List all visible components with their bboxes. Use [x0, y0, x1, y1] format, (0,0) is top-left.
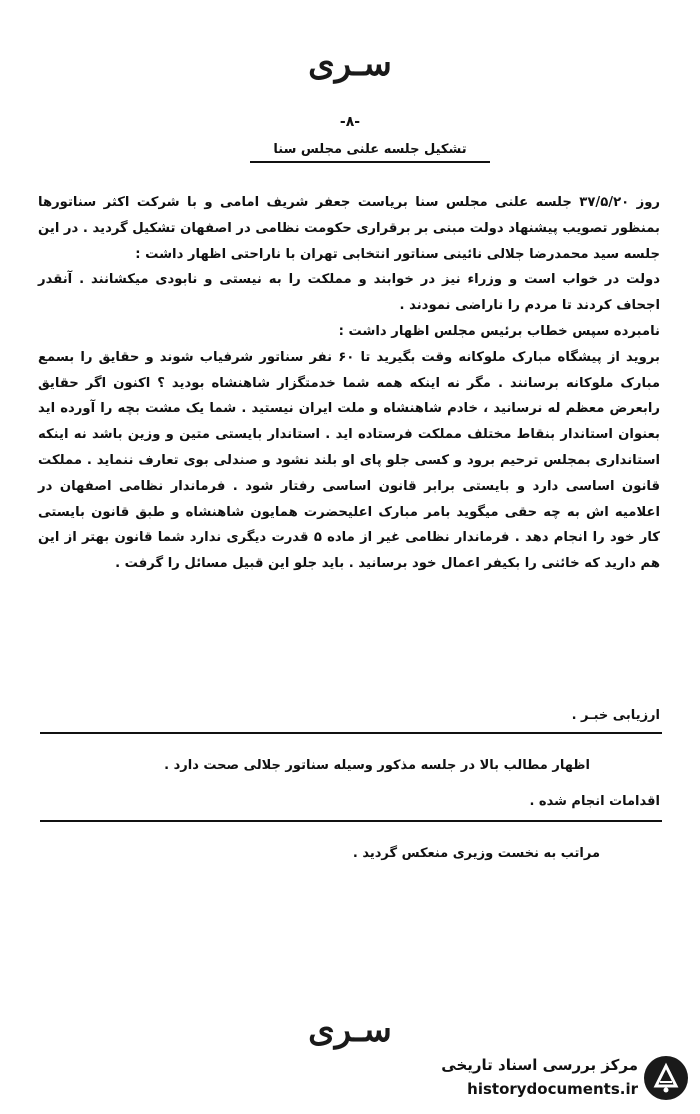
paragraph-transition: نامبرده سپس خطاب برئیس مجلس اظهار داشت :	[338, 323, 660, 339]
archive-watermark	[412, 1052, 692, 1108]
report-body	[38, 190, 660, 577]
document-title: تشکیل جلسه علنی مجلس سنا	[250, 142, 490, 163]
paragraph-quote-1: دولت در خواب است و وزراء نیز در خوابند و مملکت را به نیستی و نابودی میکشانند . آنقدر اجحاف کردند تا مردم را ناراضی نمودند .	[38, 272, 660, 314]
paragraph-intro: روز ۳۷/۵/۲۰ جلسه علنی مجلس سنا بریاست جعفر شریف امامی و با شرکت اکثر سناتورها بمنظور تصویب پیشنهاد دولت مبنی بر برقراری حکومت نظامی در اصفهان تشکیل گردید . در این جلسه سید محمدرضا جلالی نائینی سناتور انتخابی تهران با ناراحتی اظهار داشت :	[38, 195, 660, 262]
actions-divider	[40, 820, 662, 822]
classification-footer: سـری	[308, 1010, 392, 1050]
watermark-url: historydocuments.ir	[467, 1080, 638, 1098]
archive-logo-icon	[644, 1056, 688, 1100]
assessment-heading: ارزیابی خبـر .	[571, 708, 660, 723]
actions-heading: اقدامات انجام شده .	[529, 794, 660, 809]
assessment-divider	[40, 732, 662, 734]
document-number: -۸-	[339, 114, 361, 130]
actions-text: مراتب به نخست وزیری منعکس گردید .	[352, 846, 600, 861]
assessment-text: اظهار مطالب بالا در جلسه مذکور وسیله سناتور جلالی صحت دارد .	[164, 758, 590, 773]
paragraph-quote-2: بروید از پیشگاه مبارک ملوکانه وقت بگیرید تا ۶۰ نفر سناتور شرفیاب شوند و حقایق را بسمع مبارک ملوکانه برسانند . مگر نه اینکه همه شما خدمتگزار شاهنشاه بودید ؟ اکنون اگر حقایق رابعرض معظم له نرسانید ، خادم شاهنشاه و ملت ایران نیستید . شما یک مشت بچه را آورده اید بعنوان استاندار بنقاط مختلف مملکت فرستاده اید . استاندار بایستی متین و وزین باشد نه اینکه استانداری بمجلس ترحیم برود و کسی جلو پای او بلند نشود و صندلی بوی تعارف ننماید . مملکت قانون اساسی دارد و بایستی برابر قانون اساسی رفتار شود . فرماندار نظامی اصفهان در اعلامیه اش به چه حقی میگوید بامر مبارک اعلیحضرت همایون شاهنشاه و طبق قانون بایستی کار خود را انجام دهد . فرماندار نظامی غیر از ماده ۵ قدرت دیگری ندارد شما قانون بهتر از این هم دارید که خائنی را بکیفر اعمال خود برسانید . باید جلو این قبیل مسائل را گرفت .	[38, 349, 660, 572]
watermark-title: مرکز بررسی اسناد تاریخی	[441, 1056, 638, 1074]
classification-header: سـری	[308, 44, 392, 84]
